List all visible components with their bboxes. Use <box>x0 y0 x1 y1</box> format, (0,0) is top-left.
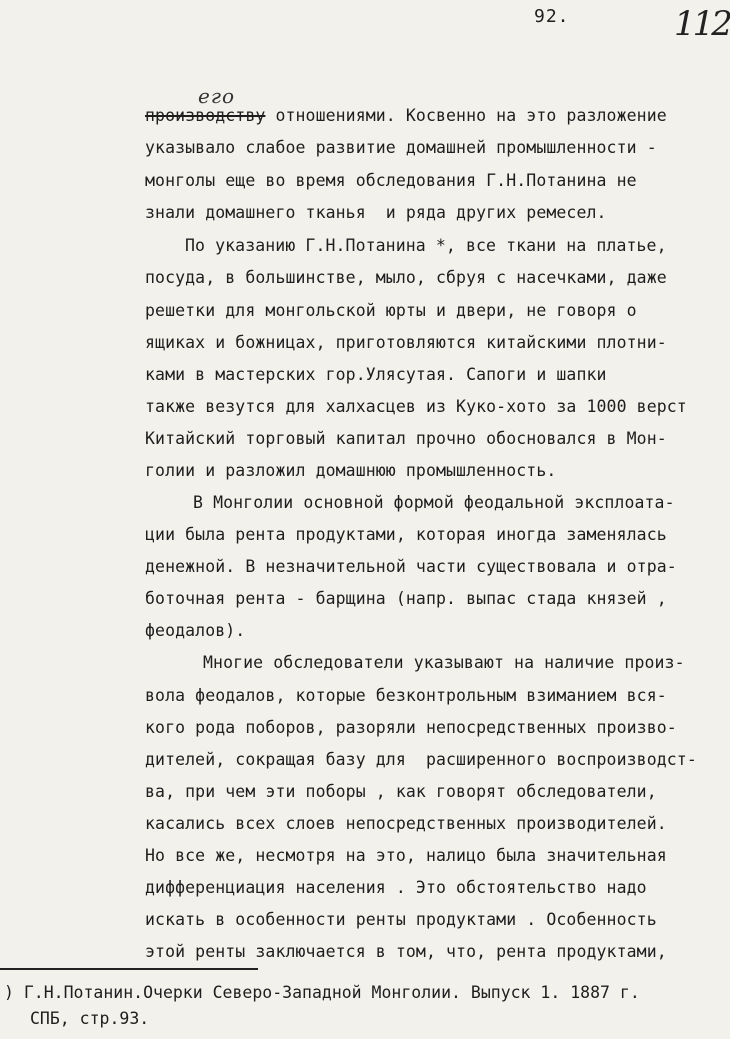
body-line-9: ками в мастерских гор.Улясутая. Сапоги и шапки <box>145 365 607 384</box>
handwritten-correction: его <box>198 84 235 108</box>
body-line-24: Но все же, несмотря на это, налицо была значительная <box>145 846 667 865</box>
body-line-23: касались всех слоев непосредственных производителей. <box>145 814 667 833</box>
body-line-7: решетки для монгольской юрты и двери, не говоря о <box>145 301 637 320</box>
body-line-1 <box>145 106 667 126</box>
body-line-17: феодалов). <box>145 621 246 640</box>
body-line-5: По указанию Г.Н.Потанина *, все ткани на платье, <box>185 236 667 255</box>
body-line-22: ва, при чем эти поборы , как говорят обследователи, <box>145 782 657 801</box>
body-line-1-rest: отношениями. Косвенно на это разложение <box>265 106 667 125</box>
body-line-12: голии и разложил домашнюю промышленность. <box>145 461 557 480</box>
body-line-25: дифференциация населения . Это обстоятельство надо <box>145 878 647 897</box>
page-number: 92. <box>534 6 570 27</box>
body-line-2: указывало слабое развитие домашней промышленности - <box>145 138 657 157</box>
footnote-line-2: СПБ, стр.93. <box>30 1009 150 1028</box>
body-line-20: кого рода поборов, разоряли непосредственных произво- <box>145 718 677 737</box>
body-line-15: денежной. В незначительной части существовала и отра- <box>145 557 677 576</box>
body-line-6: посуда, в большинстве, мыло, сбруя с насечками, даже <box>145 268 667 287</box>
body-line-18: Многие обследователи указывают на наличие произ- <box>203 653 685 672</box>
body-line-8: ящиках и божницах, приготовляются китайскими плотни- <box>145 333 667 352</box>
body-line-3: монголы еще во время обследования Г.Н.Потанина не <box>145 171 637 190</box>
body-line-10: также везутся для халхасцев из Куко-хото за 1000 верст <box>145 397 687 416</box>
body-line-16: боточная рента - барщина (напр. выпас стада князей , <box>145 589 667 608</box>
body-line-26: искать в особенности ренты продуктами . Особенность <box>145 910 657 929</box>
body-line-14: ции была рента продуктами, которая иногда заменялась <box>145 525 667 544</box>
body-line-19: вола феодалов, которые безконтрольным взиманием вся- <box>145 686 667 705</box>
struck-word: производству <box>145 106 266 125</box>
archive-page-number: 112 <box>674 4 730 44</box>
footnote-line-1: ) Г.Н.Потанин.Очерки Северо-Западной Монголии. Выпуск 1. 1887 г. <box>4 983 640 1002</box>
body-line-21: дителей, сокращая базу для расширенного воспроизводст- <box>145 750 697 769</box>
footnote-divider <box>0 968 258 970</box>
body-line-13: В Монголии основной формой феодальной эксплоата- <box>193 493 675 512</box>
body-line-4: знали домашнего тканья и ряда других ремесел. <box>145 203 607 222</box>
body-line-11: Китайский торговый капитал прочно обосновался в Мон- <box>145 429 667 448</box>
body-line-27: этой ренты заключается в том, что, рента продуктами, <box>145 942 667 961</box>
